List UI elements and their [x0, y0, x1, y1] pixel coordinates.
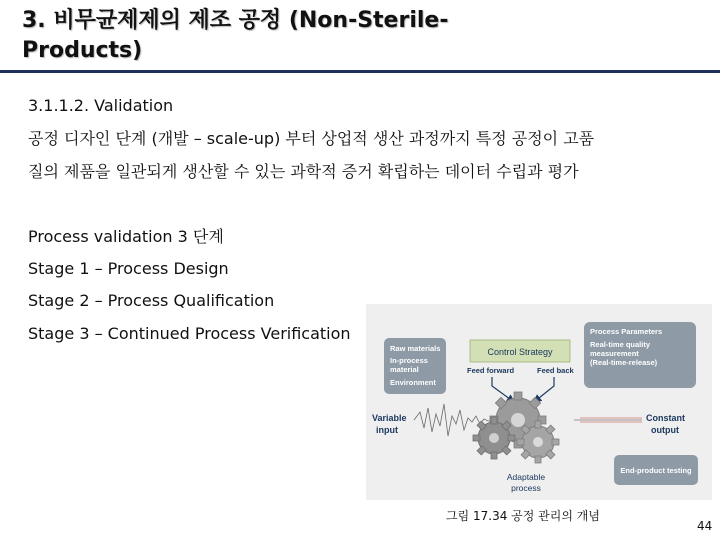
- input-raw-materials: Raw materials: [390, 344, 441, 353]
- variable-input-label-line1: Variable: [372, 413, 407, 423]
- measurement-label: measurement: [590, 349, 639, 358]
- stage-1: Stage 1 – Process Design: [28, 259, 229, 278]
- feed-back-label: Feed back: [537, 366, 574, 375]
- feed-forward-label: Feed forward: [467, 366, 515, 375]
- description-line-2: 질의 제품을 일관되게 생산할 수 있는 과학적 증거 확립하는 데이터 수립과 평가: [28, 162, 579, 181]
- constant-output-label-line2: output: [651, 425, 679, 435]
- input-material: material: [390, 365, 419, 374]
- stage-2: Stage 2 – Process Qualification: [28, 291, 275, 310]
- adaptable-label-line2: process: [511, 483, 541, 493]
- variable-input-label-line2: input: [376, 425, 398, 435]
- title-line-1: 3. 비무균제제의 제조 공정 (Non-Sterile-: [22, 8, 449, 33]
- section-heading: 3.1.1.2. Validation: [28, 96, 174, 115]
- slide-title: [22, 6, 702, 66]
- real-time-release-label: (Real-time-release): [590, 358, 658, 367]
- end-product-testing-label: End-product testing: [620, 466, 692, 475]
- input-environment: Environment: [390, 378, 436, 387]
- real-time-quality-label: Real-time quality: [590, 340, 651, 349]
- page-number: 44: [697, 519, 713, 533]
- title-divider: [0, 70, 720, 73]
- constant-output-label-line1: Constant: [646, 413, 685, 423]
- diagram-canvas: [366, 304, 712, 500]
- title-line-2: Products): [22, 38, 143, 63]
- gears-icon: [473, 392, 559, 463]
- feed-back-arrow: [534, 377, 554, 402]
- feed-forward-arrow: [492, 377, 514, 402]
- figure-caption: 그림 17.34 공정 관리의 개념: [446, 509, 600, 523]
- process-parameters-label: Process Parameters: [590, 327, 663, 336]
- control-strategy-label: Control Strategy: [487, 347, 553, 357]
- description-line-1: 공정 디자인 단계 (개발 – scale-up) 부터 상업적 생산 과정까지 특정 공정이 고품: [28, 129, 595, 148]
- stage-3: Stage 3 – Continued Process Verification: [28, 324, 351, 343]
- stages-heading: Process validation 3 단계: [28, 227, 224, 246]
- process-control-diagram: [366, 304, 712, 500]
- input-in-process: In-process: [390, 356, 428, 365]
- adaptable-label-line1: Adaptable: [506, 472, 546, 482]
